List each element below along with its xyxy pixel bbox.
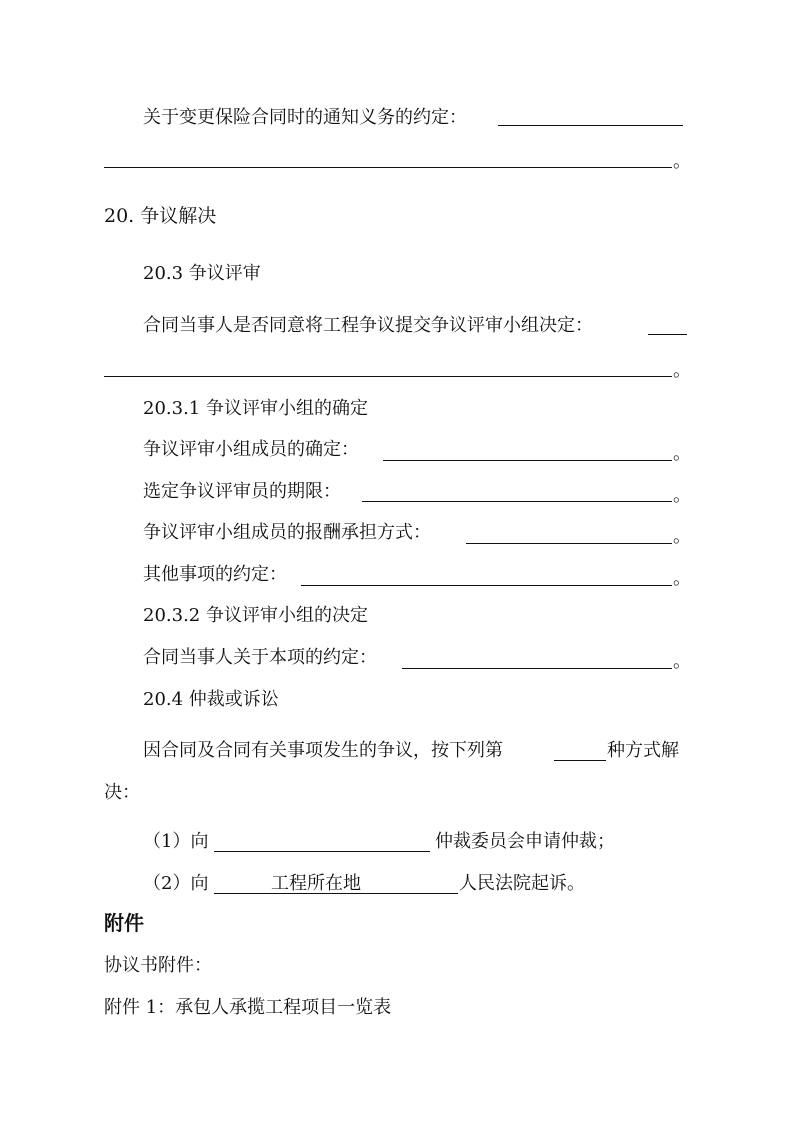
members-row [143,438,359,462]
option-2-prefix: （2）向 [143,873,209,894]
notice-obligation-blank-2[interactable] [104,166,672,168]
pay-row [143,521,431,545]
pay-blank[interactable] [466,542,672,544]
period-mark: 。 [673,526,691,547]
section-20-title: 20. 争议解决 [104,205,217,227]
section-20-4-title: 20.4 仲裁或诉讼 [143,689,279,710]
option-1-prefix: （1）向 [143,831,209,852]
notice-obligation-label: 关于变更保险合同时的通知义务的约定： [143,107,467,128]
period-mark: 。 [673,568,691,589]
attachment-1-label: 附件 1：承包人承揽工程项目一览表 [104,997,392,1018]
arbitration-choice-blank[interactable] [554,759,606,761]
arbitration-commission-blank[interactable] [214,850,430,852]
option-2-suffix: 人民法院起诉。 [459,873,585,894]
dispute-review-agree-blank-1[interactable] [648,333,687,335]
members-label: 争议评审小组成员的确定： [143,439,359,460]
arbitration-intro-continued: 决： [104,782,140,803]
review-period-blank[interactable] [362,500,672,502]
notice-obligation-blank-1[interactable] [498,124,683,126]
review-period-label: 选定争议评审员的期限： [143,481,341,502]
arbitration-intro-row [143,739,503,763]
option-2-row [143,872,208,896]
other-blank[interactable] [301,584,672,586]
period-mark: 。 [673,485,691,506]
attachments-heading: 附件 [104,911,144,935]
option-1-suffix: 仲裁委员会申请仲裁； [435,831,615,852]
review-period-row [143,480,341,504]
section-20-3-2-title: 20.3.2 争议评审小组的决定 [143,605,368,626]
dispute-review-agree-label: 合同当事人是否同意将工程争议提交争议评审小组决定： [143,315,593,336]
agreement-label: 合同当事人关于本项的约定： [143,647,377,668]
notice-obligation-row [143,106,467,130]
other-row [143,563,287,587]
period-mark: 。 [673,360,691,381]
section-20-3-title: 20.3 争议评审 [143,263,261,284]
members-blank[interactable] [383,459,672,461]
court-location-blank[interactable] [214,892,458,894]
option-1-row [143,830,208,854]
period-mark: 。 [673,443,691,464]
period-mark: 。 [673,151,691,172]
period-mark: 。 [673,651,691,672]
pay-label: 争议评审小组成员的报酬承担方式： [143,522,431,543]
dispute-review-agree-blank-2[interactable] [104,375,672,377]
section-20-3-1-title: 20.3.1 争议评审小组的确定 [143,398,368,419]
arbitration-intro-tail: 种方式解 [607,740,679,761]
agreement-blank[interactable] [402,667,672,669]
agreement-row [143,646,377,670]
other-label: 其他事项的约定： [143,564,287,585]
court-location-value[interactable]: 工程所在地 [271,873,361,894]
arbitration-intro-label: 因合同及合同有关事项发生的争议，按下列第 [143,740,503,761]
dispute-review-agree-row [143,314,593,338]
agreement-attachments-label: 协议书附件： [104,955,212,976]
